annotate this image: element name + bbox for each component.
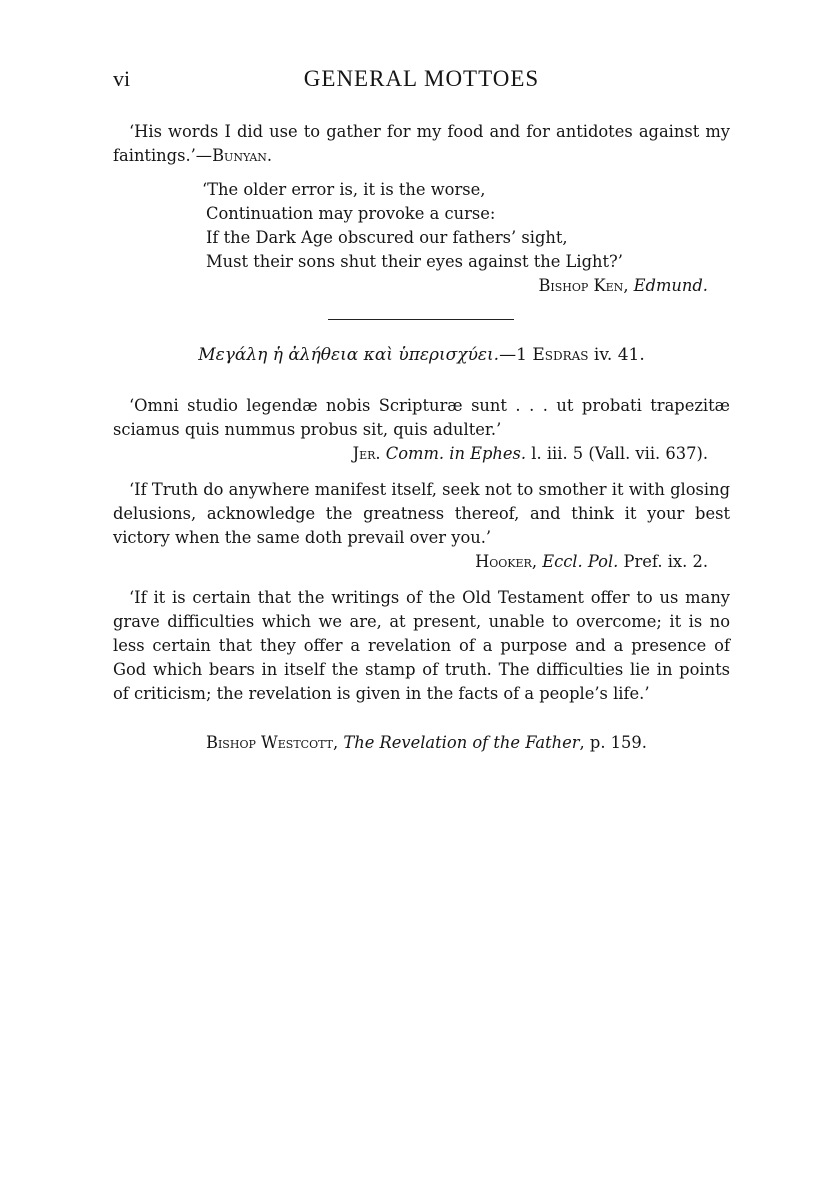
quote-text: ‘His words I did use to gather for my food and for antidotes against my faintings.’— [113, 122, 730, 165]
quote-author: Bunyan. [212, 146, 273, 165]
attribution-hooker: Hooker, Eccl. Pol. Pref. ix. 2. [475, 552, 708, 571]
quote-ref: l. iii. 5 (Vall. vii. 637). [531, 444, 708, 463]
quote-author: Hooker [475, 552, 532, 571]
verse-line: Continuation may provoke a curse: [206, 204, 496, 223]
attribution-ken: Bishop Ken, Edmund. [538, 276, 708, 295]
attribution-jerome [113, 442, 708, 466]
quote-author: Jer. [352, 444, 381, 463]
quote-work: The Revelation of the Father [343, 733, 580, 752]
quote-ref: p. 159. [589, 733, 647, 752]
running-title: GENERAL MOTTOES [303, 66, 540, 91]
verse-line: If the Dark Age obscured our fathers’ sight, [206, 228, 568, 247]
quote-ref: Pref. ix. 2. [623, 552, 708, 571]
quote-jerome [113, 394, 730, 442]
quote-text: ‘Omni studio legendæ nobis Scripturæ sunt . . . ut probati trapezitæ sciamus quis nummus probus sit, quis adulter.’ [113, 396, 730, 439]
quote-bunyan [113, 120, 730, 168]
quote-esdras [113, 343, 730, 367]
quote-work: Eccl. Pol. [542, 552, 619, 571]
page-number: vi [113, 66, 131, 91]
quote-work: Edmund. [633, 276, 708, 295]
quote-text: Μεγάλη ἡ ἀλήθεια καὶ ὑπερισχύει.— [198, 345, 517, 365]
quote-ref-tail: iv. 41. [593, 345, 645, 365]
quote-hooker [113, 478, 730, 550]
quote-work: Comm. in Ephes. [385, 444, 527, 463]
quote-text: ‘If Truth do anywhere manifest itself, seek not to smother it with glosing delusions, acknowledge the greatness thereof, and think it your best victory when the same doth prevail over you.’ [113, 480, 730, 547]
quote-author: Bishop Ken [538, 276, 624, 295]
verse-line: Must their sons shut their eyes against the Light?’ [206, 252, 623, 271]
attribution-westcott: Bishop Westcott, The Revelation of the Father, p. 159. [206, 733, 647, 752]
section-divider [328, 319, 514, 320]
page-header [113, 66, 730, 100]
quote-ref: 1 Esdras [516, 345, 589, 365]
quote-ken [202, 178, 623, 274]
quote-westcott [113, 586, 730, 706]
quote-text: ‘If it is certain that the writings of the Old Testament offer to us many grave difficulties which we are, at present, unable to overcome; it is no less certain that they offer a revelation of a purpose and a presence of God which bears in itself the stamp of truth. The difficulties lie in points of criticism; the revelation is given in the facts of a people’s life.’ [113, 588, 730, 703]
quote-author: Bishop Westcott [206, 733, 333, 752]
verse-line: ‘The older error is, it is the worse, [202, 180, 486, 199]
